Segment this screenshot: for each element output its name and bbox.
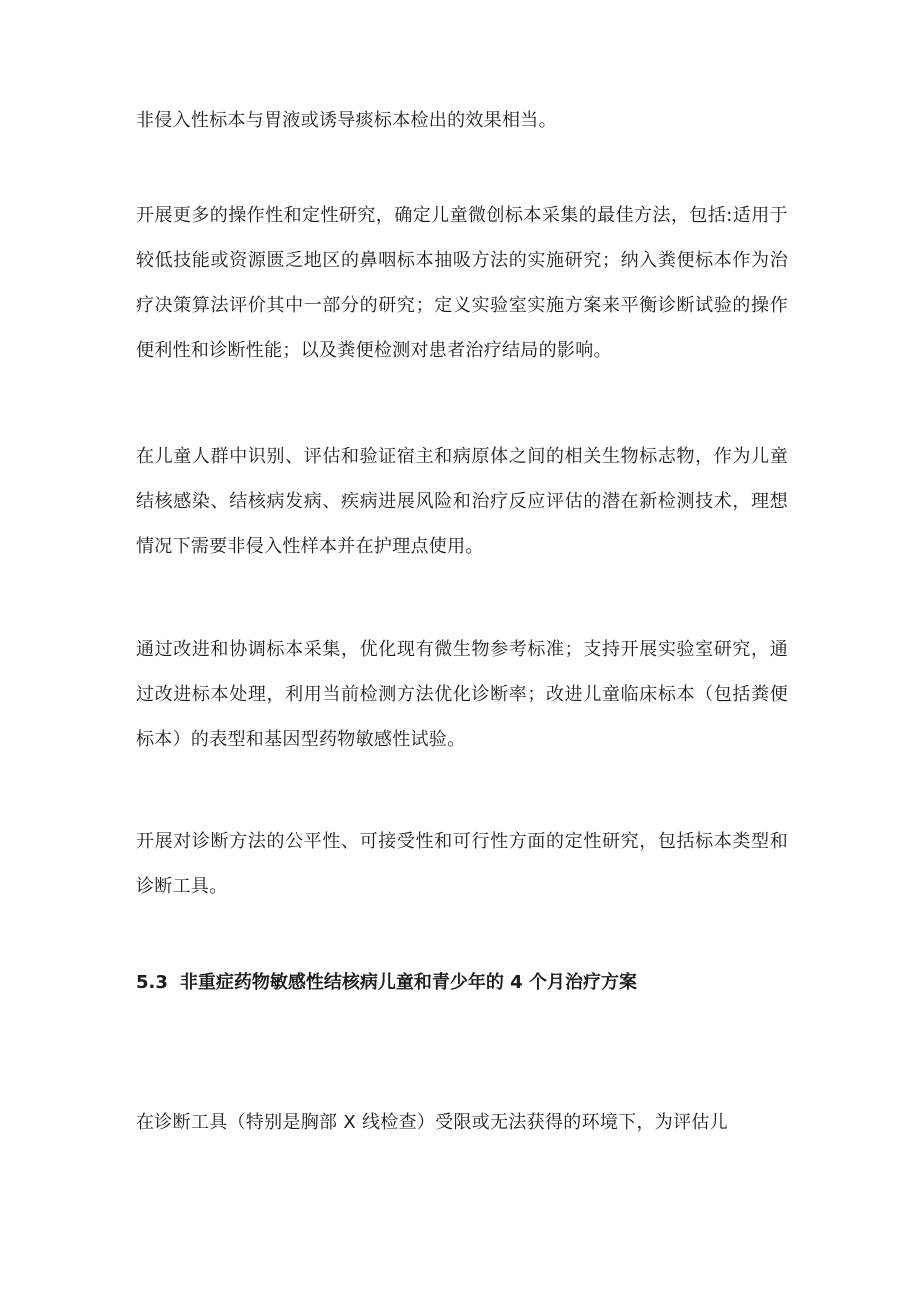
section-title: 非重症药物敏感性结核病儿童和青少年的 4 个月治疗方案 (179, 972, 637, 993)
paragraph-diagnostic-tools: 在诊断工具（特别是胸部 X 线检查）受限或无法获得的环境下，为评估儿 (136, 1112, 728, 1133)
section-heading (136, 960, 788, 1005)
section-number: 5.3 (136, 972, 168, 993)
paragraph-biomarkers: 在儿童人群中识别、评估和验证宿主和病原体之间的相关生物标志物，作为儿童结核感染、结核病发病、疾病进展风险和治疗反应评估的潜在新检测技术，理想情况下需要非侵入性样本并在护理点使用。 (136, 446, 788, 557)
paragraph-noninvasive-specimens: 非侵入性标本与胃液或诱导痰标本检出的效果相当。 (136, 110, 557, 131)
paragraph-operational-research: 开展更多的操作性和定性研究，确定儿童微创标本采集的最佳方法，包括:适用于较低技能或资源匮乏地区的鼻咽标本抽吸方法的实施研究；纳入粪便标本作为治疗决策算法评价其中一部分的研究；定义实验室实施方案来平衡诊断试验的操作便利性和诊断性能；以及粪便检测对患者治疗结局的影响。 (136, 205, 788, 361)
paragraph-qualitative-research: 开展对诊断方法的公平性、可接受性和可行性方面的定性研究，包括标本类型和诊断工具。 (136, 831, 788, 897)
paragraph-reference-standards: 通过改进和协调标本采集，优化现有微生物参考标准；支持开展实验室研究，通过改进标本处理，利用当前检测方法优化诊断率；改进儿童临床标本（包括粪便标本）的表型和基因型药物敏感性试验。 (136, 639, 788, 750)
